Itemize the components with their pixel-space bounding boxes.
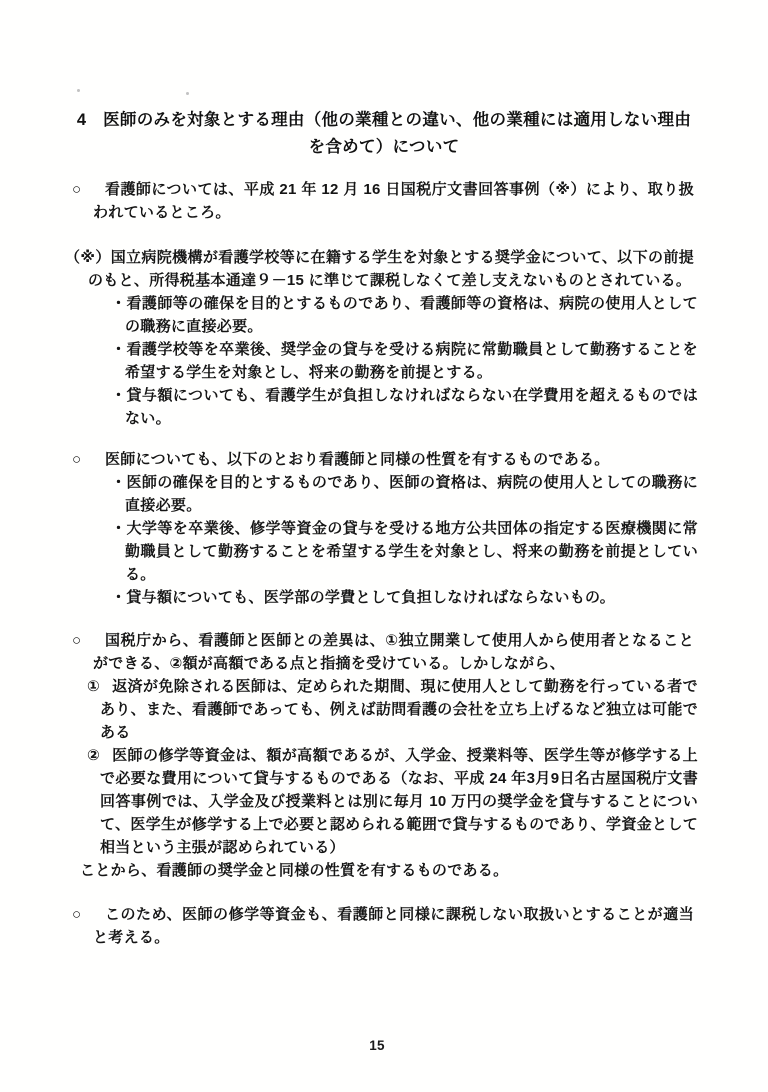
doctors-bullet-item	[0, 517, 768, 586]
paragraph-text: 看護師については、平成 21 年 12 月 16 日国税庁文書回答事例（※）により、取り扱われているところ。	[93, 181, 694, 221]
heading-line-1: 4 医師のみを対象とする理由（他の業種との違い、他の業種には適用しない理由	[76, 111, 692, 129]
paragraph-nta-lead	[0, 629, 768, 675]
bullet-marker: ・	[111, 295, 127, 312]
scan-speck	[77, 89, 80, 92]
heading-line-2: を含めて）について	[308, 138, 460, 156]
bullet-text: 大学等を卒業後、修学等資金の貸与を受ける地方公共団体の指定する医療機関に常勤職員として勤務することを希望する学生を対象とし、将来の勤務を前提としている。	[125, 520, 698, 583]
doctors-bullet-item	[0, 471, 768, 517]
paragraph-doctors-lead	[0, 448, 768, 471]
note-bullet-item	[0, 338, 768, 384]
bullet-marker: ・	[111, 589, 127, 606]
paragraph-nta-closing: ことから、看護師の奨学金と同様の性質を有するものである。	[80, 862, 509, 879]
note-intro-text: 国立病院機構が看護学校等に在籍する学生を対象とする奨学金について、以下の前提のもと、所得税基本通達９－15 に準じて課税しなくて差し支えないものとされている。	[88, 249, 694, 289]
bullet-marker: ・	[111, 474, 127, 491]
nta-differences-block	[0, 629, 768, 882]
note-bullet-item	[0, 292, 768, 338]
bullet-text: 貸与額についても、医学部の学費として負担しなければならないもの。	[126, 589, 616, 606]
page-number: 15	[369, 1038, 385, 1053]
circle-marker: ○	[72, 451, 82, 468]
circle-marker: ○	[72, 906, 82, 923]
numbered-item-2	[0, 744, 768, 859]
bullet-text: 貸与額についても、看護学生が負担しなければならない在学費用を超えるものではない。	[125, 387, 698, 427]
numbered-item-text: 医師の修学等資金は、額が高額であるが、入学金、授業料等、医学生等が修学する上で必要な費用について貸与するものである（なお、平成 24 年3月9日名古屋国税庁文書回答事例では、入学金及び授業料とは別に毎月 10 万円の奨学金を貸与することについて、医学生が修学する上で必要と認められる範囲で貸与するものであり、学資金として相当という主張が認められている）	[100, 747, 698, 856]
circle-marker: ○	[72, 181, 82, 198]
bullet-text: 看護師等の確保を目的とするものであり、看護師等の資格は、病院の使用人としての職務に直接必要。	[125, 295, 698, 335]
note-marker: （※）	[65, 249, 111, 266]
note-bullet-item	[0, 384, 768, 430]
circle-marker: ○	[72, 632, 82, 649]
paragraph-nurse-ruling	[0, 178, 768, 224]
section-heading	[0, 0, 768, 161]
bullet-text: 医師の確保を目的とするものであり、医師の資格は、病院の使用人としての職務に直接必要。	[125, 474, 698, 514]
bullet-marker: ・	[111, 520, 127, 537]
paragraph-text: 医師についても、以下のとおり看護師と同様の性質を有するものである。	[105, 451, 610, 468]
doctors-similarity-block	[0, 448, 768, 609]
doctors-bullet-item	[0, 586, 768, 609]
numbered-item-1	[0, 675, 768, 744]
scan-speck	[186, 92, 189, 95]
paragraph-text: 国税庁から、看護師と医師との差異は、①独立開業して使用人から使用者となることができる、②額が高額である点と指摘を受けている。しかしながら、	[93, 632, 694, 672]
paragraph-text: このため、医師の修学等資金も、看護師と同様に課税しない取扱いとすることが適当と考える。	[93, 906, 694, 946]
bullet-marker: ・	[111, 341, 127, 358]
note-intro	[0, 246, 768, 292]
numbered-item-text: 返済が免除される医師は、定められた期間、現に使用人として勤務を行っている者であり、また、看護師であっても、例えば訪問看護の会社を立ち上げるなど独立は可能である	[100, 678, 698, 741]
bullet-marker: ・	[111, 387, 127, 404]
paragraph-conclusion	[0, 903, 768, 949]
note-block	[0, 246, 768, 430]
number-marker: ②	[87, 747, 101, 764]
number-marker: ①	[87, 678, 101, 695]
bullet-text: 看護学校等を卒業後、奨学金の貸与を受ける病院に常勤職員として勤務することを希望する学生を対象とし、将来の勤務を前提とする。	[125, 341, 698, 381]
